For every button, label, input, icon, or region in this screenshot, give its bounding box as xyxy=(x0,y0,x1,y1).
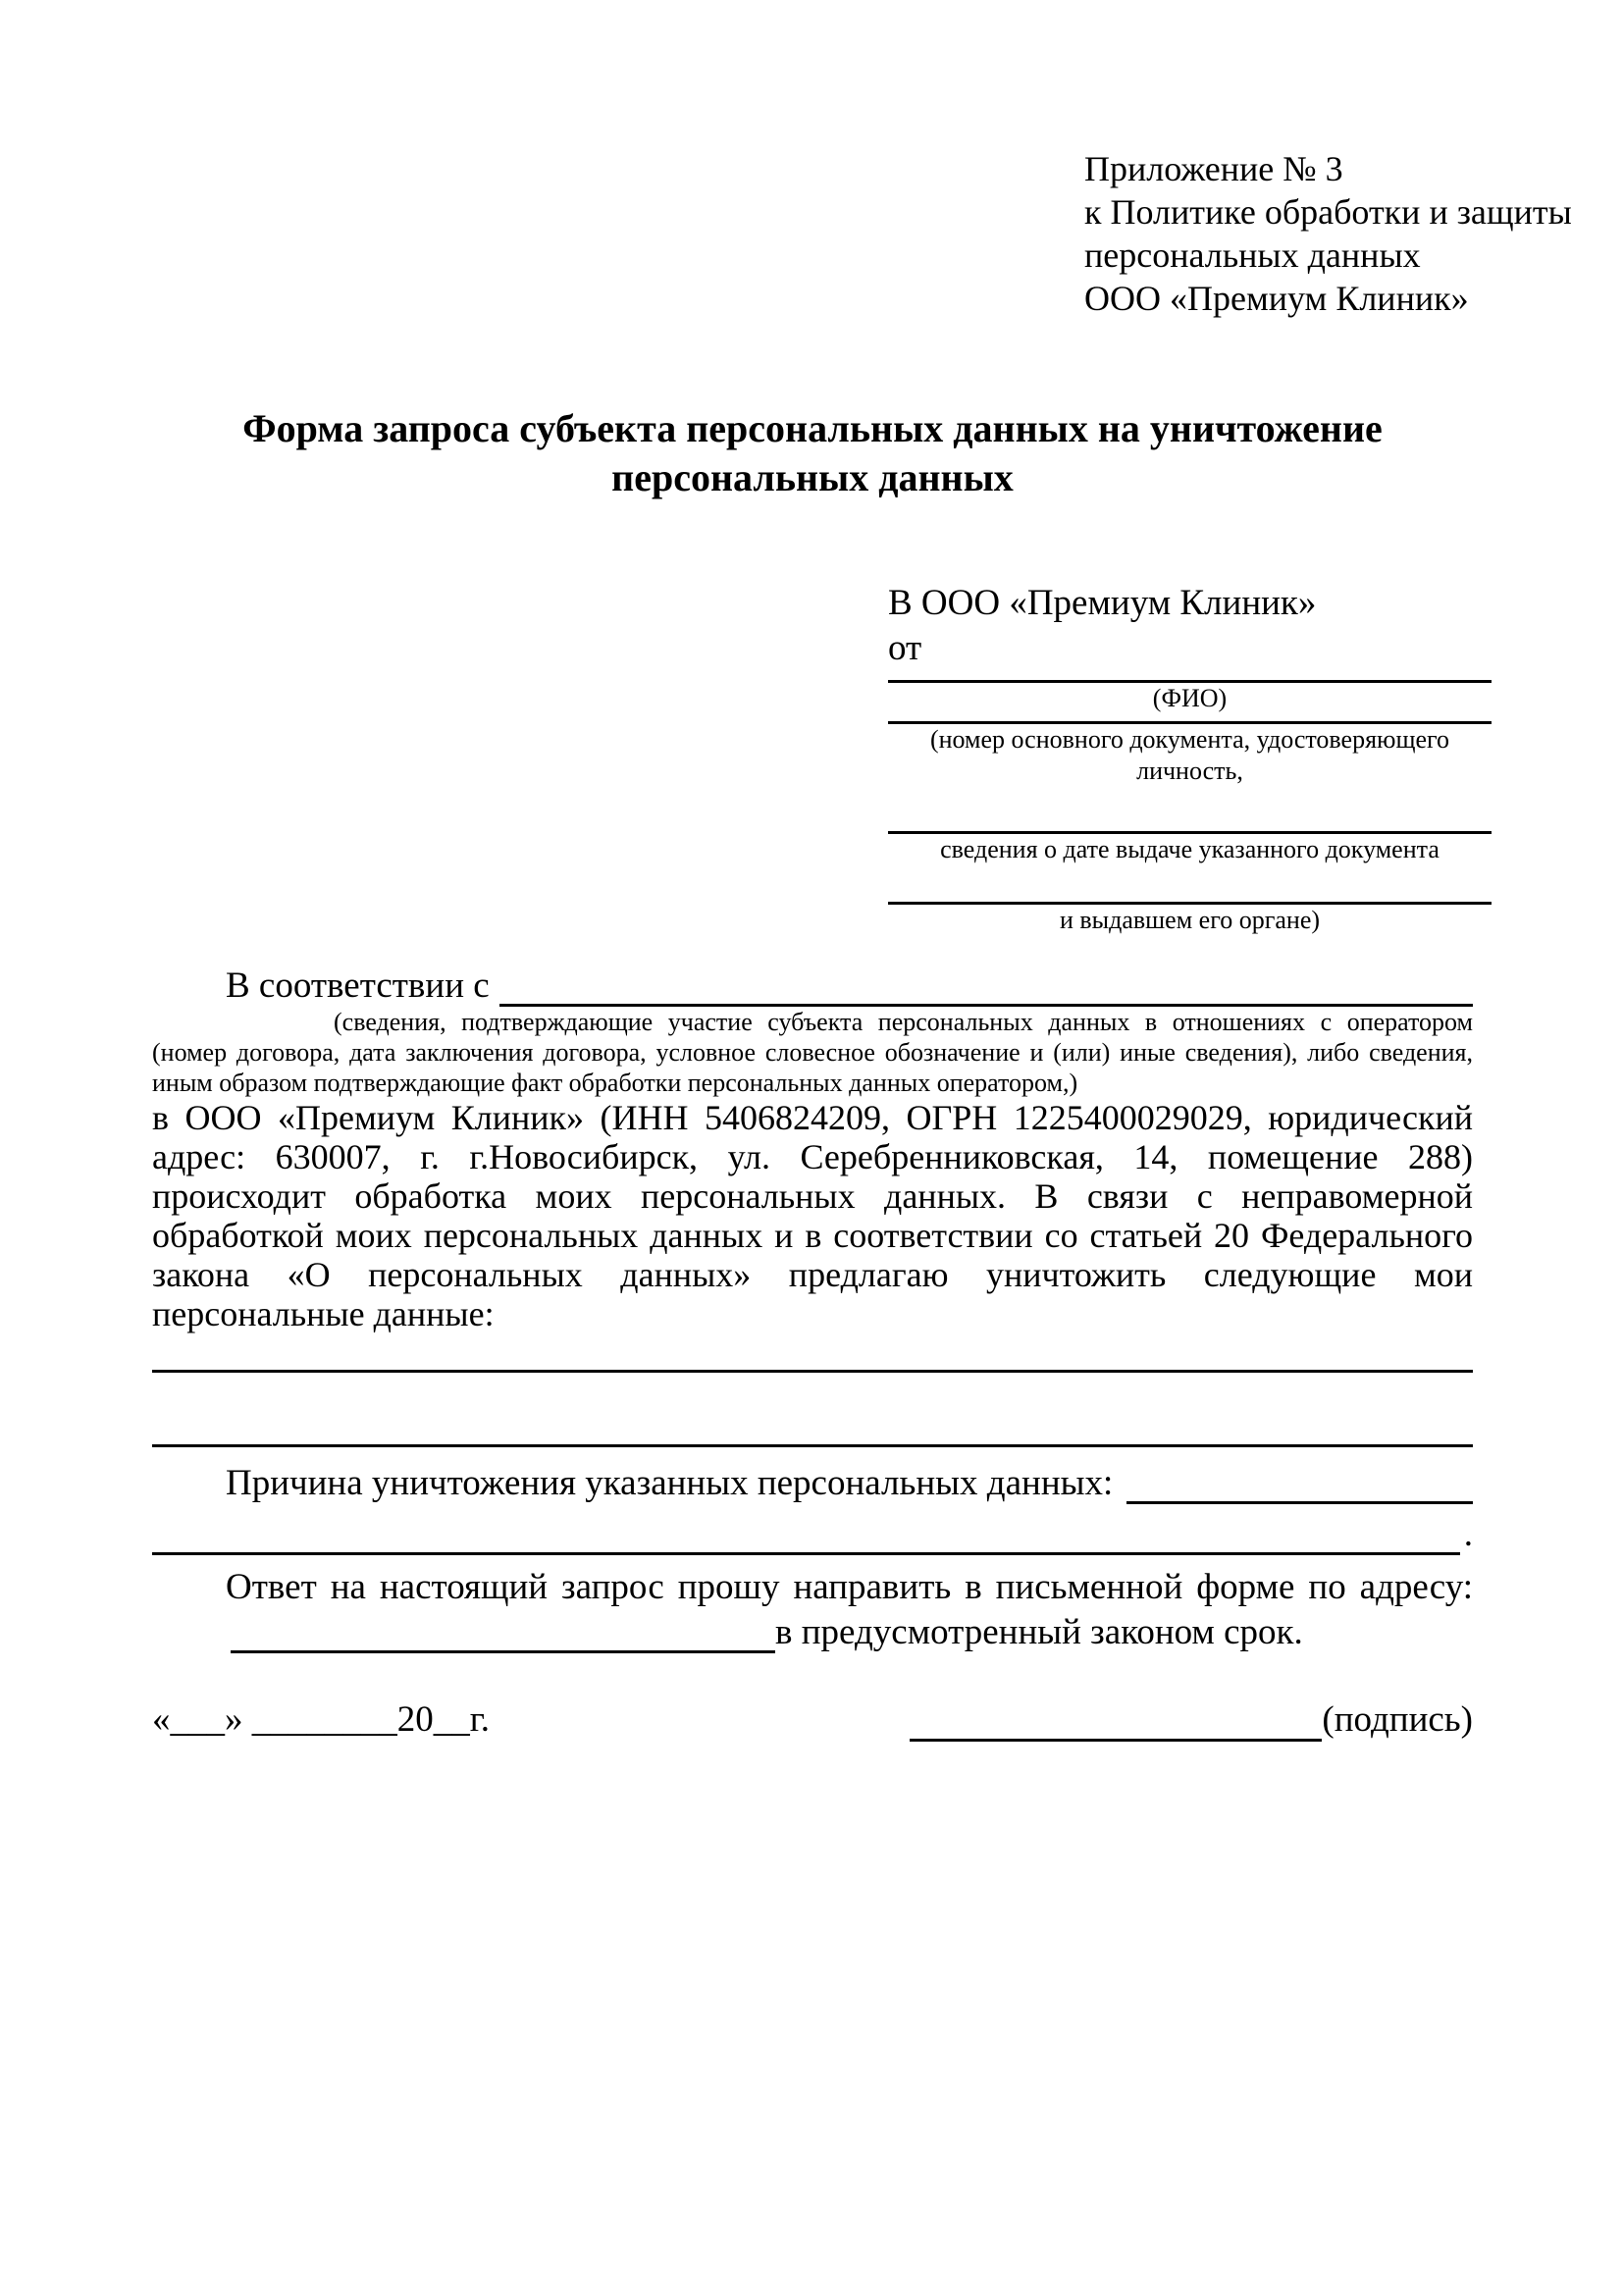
accordance-note: (сведения, подтверждающие участие субъекта персональных данных в отношениях с оператором (номер договора, дата заключения договора, условное словесное обозначение и (или) иные сведения), либо сведения, иным образом подтверждающие факт обработки персональных данных оператором,) xyxy=(152,1008,1473,1097)
issuing-authority-blank-line xyxy=(888,865,1492,905)
footer-row xyxy=(152,1698,1473,1742)
reason-label: Причина уничтожения указанных персональных данных: xyxy=(226,1463,1114,1503)
issue-date-caption: сведения о дате выдаче указанного документа xyxy=(940,835,1440,863)
response-address-blank-line xyxy=(231,1620,775,1653)
document-title xyxy=(152,0,1473,502)
reason-line-period: . xyxy=(1463,1514,1473,1554)
document-number-caption: (номер основного документа, удостоверяющего личность, xyxy=(929,725,1450,785)
appendix-header-line: персональных данных xyxy=(1084,235,1421,275)
response-address-row xyxy=(152,1612,1473,1653)
appendix-header-line: ООО «Премиум Клиник» xyxy=(1084,279,1469,318)
date-line: «___» ________20__г. xyxy=(152,1699,491,1740)
accordance-row xyxy=(152,965,1473,1007)
response-sentence: Ответ на настоящий запрос прошу направить в письменной форме по адресу: xyxy=(226,1567,1473,1607)
issuing-authority-caption: и выдавшем его органе) xyxy=(1059,906,1321,934)
accordance-label: В соответствии с xyxy=(226,965,490,1006)
fio-blank-line xyxy=(888,671,1492,683)
reason-continuation-row xyxy=(152,1514,1473,1555)
document-content xyxy=(152,0,1473,1742)
document-title-text: Форма запроса субъекта персональных данных на уничтожение персональных данных xyxy=(242,406,1383,499)
document-number-blank-line xyxy=(888,714,1492,724)
issue-date-blank-line xyxy=(888,787,1492,834)
response-suffix: в предусмотренный законом срок. xyxy=(775,1612,1303,1652)
personal-data-blank-line-1 xyxy=(152,1335,1473,1373)
reason-continuation-blank-line xyxy=(152,1522,1460,1555)
addressee-from-label: от xyxy=(888,628,922,668)
fio-caption: (ФИО) xyxy=(1152,684,1228,712)
appendix-header-line: к Политике обработки и защиты xyxy=(1084,192,1572,232)
addressee-to: В ООО «Премиум Клиник» xyxy=(888,583,1317,623)
signature-blank-line xyxy=(910,1708,1322,1742)
personal-data-blank-line-2 xyxy=(152,1373,1473,1447)
reason-row xyxy=(152,1463,1473,1504)
main-paragraph: в ООО «Премиум Клиник» (ИНН 5406824209, ОГРН 1225400029029, юридический адрес: 630007, г. г.Новосибирск, ул. Серебренниковская, 14, помещение 288) происходит обработка моих персональных данных. В связи с неправомерной обработкой моих персональных данных и в соответствии со статьей 20 Федерального закона «О персональных данных» предлагаю уничтожить следующие мои персональные данные: xyxy=(152,1098,1473,1333)
signature-group xyxy=(910,1698,1473,1742)
signature-caption: (подпись) xyxy=(1322,1699,1473,1740)
appendix-header-line: Приложение № 3 xyxy=(1084,149,1343,188)
addressee-block xyxy=(888,581,1492,936)
accordance-blank-line xyxy=(499,973,1473,1007)
reason-blank-line xyxy=(1126,1471,1473,1504)
